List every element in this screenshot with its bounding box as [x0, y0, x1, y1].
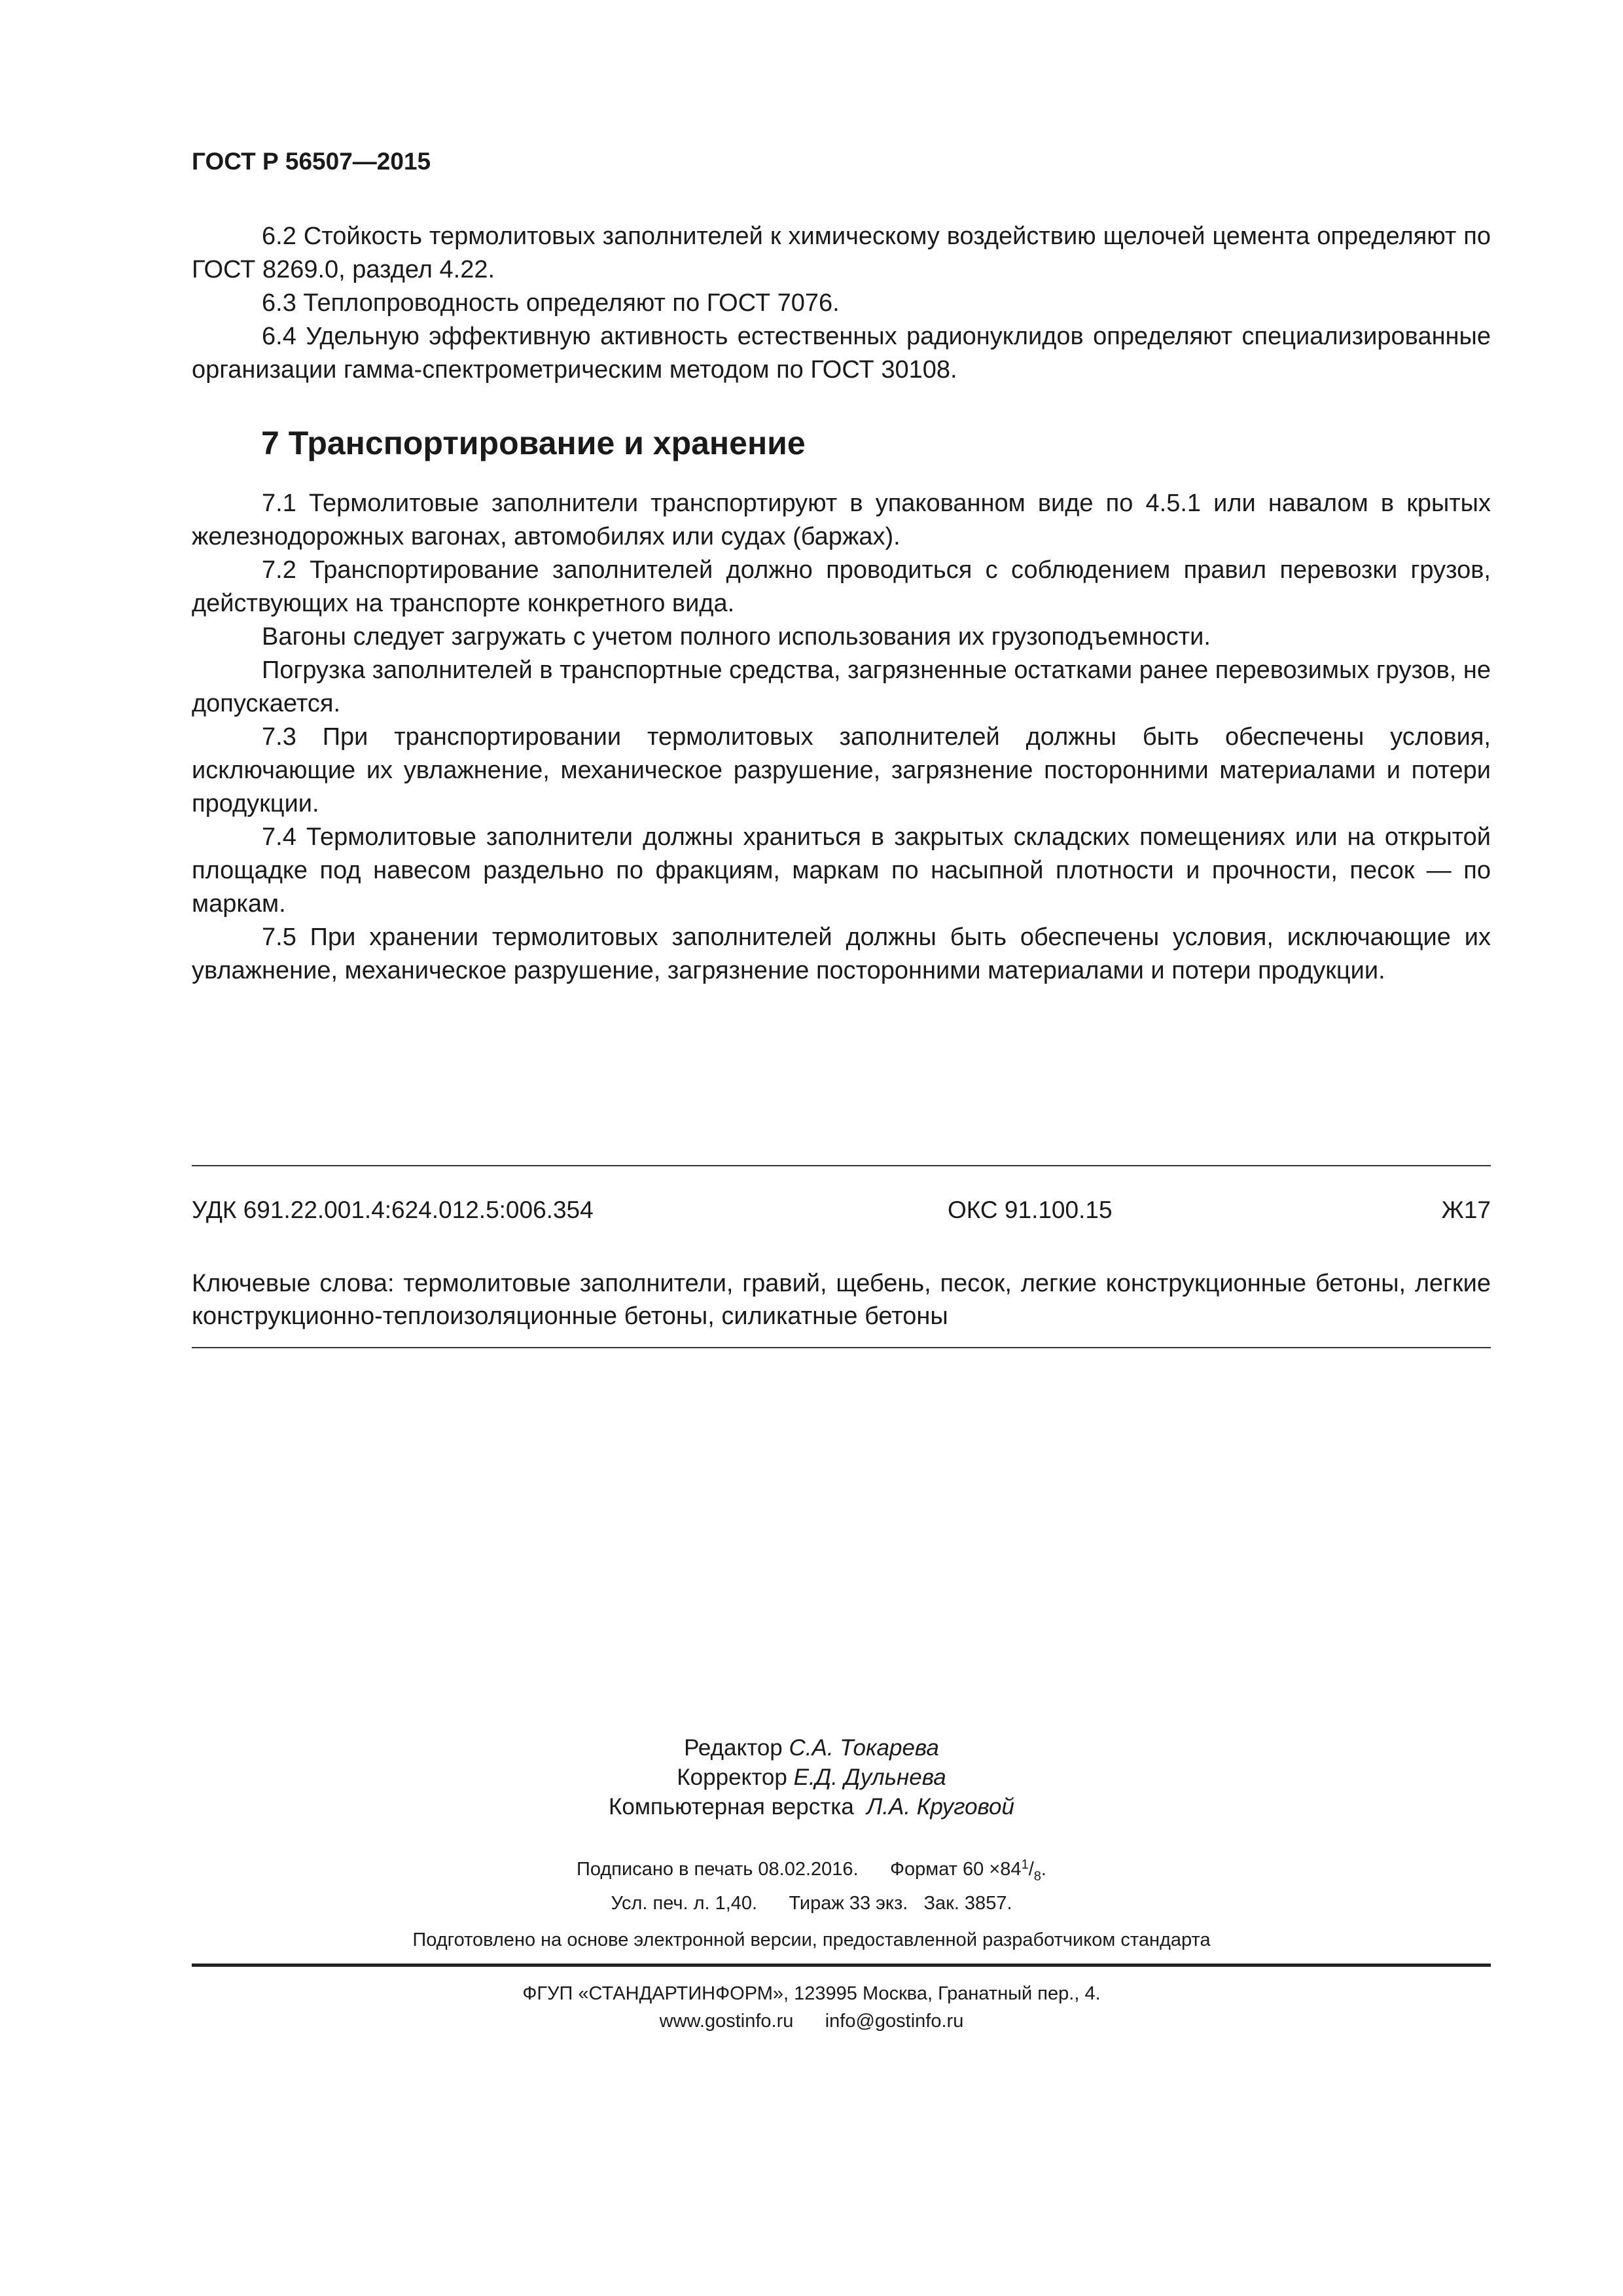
section-7-body	[192, 487, 1491, 988]
paragraph-7-4: 7.4 Термолитовые заполнители должны храниться в закрытых складских помещениях или на открытой площадке под навесом раздельно по фракциям, маркам по насыпной плотности и прочности, песок — по маркам.	[192, 823, 1491, 918]
corrector-role: Корректор	[677, 1765, 787, 1790]
divider-top	[192, 1165, 1491, 1166]
section-6-body	[192, 220, 1491, 387]
oks-code: ОКС 91.100.15	[948, 1196, 1113, 1223]
publisher-divider	[192, 1964, 1491, 1967]
document-header: ГОСТ Р 56507—2015	[192, 148, 431, 175]
paragraph-6-4: 6.4 Удельную эффективную активность естественных радионуклидов определяют специализированные организации гамма-спектрометрическим методом по ГОСТ 30108.	[192, 323, 1491, 384]
classification-code: Ж17	[1441, 1196, 1491, 1223]
keywords: Ключевые слова: термолитовые заполнители, гравий, щебень, песок, легкие конструкционные бетоны, легкие конструкционно-теплоизоляционные бетоны, силикатные бетоны	[192, 1270, 1491, 1330]
publisher-name: ФГУП «СТАНДАРТИНФОРМ», 123995 Москва, Гранатный пер., 4.	[522, 1983, 1101, 2004]
paragraph-loading: Погрузка заполнителей в транспортные средства, загрязненные остатками ранее перевозимых грузов, не допускается.	[192, 656, 1491, 717]
layout-name: Л.А. Круговой	[866, 1794, 1014, 1820]
corrector-name: Е.Д. Дульнева	[793, 1765, 946, 1790]
paragraph-7-3: 7.3 При транспортировании термолитовых заполнителей должны быть обеспечены условия, исключающие их увлажнение, механическое разрушение, загрязнение посторонними материалами и потери продукции.	[192, 723, 1491, 817]
editor-role: Редактор	[684, 1735, 783, 1761]
editor-line	[0, 1733, 1623, 1763]
print-info-line-1	[0, 1857, 1623, 1884]
divider-bottom	[192, 1347, 1491, 1348]
print-info-line-2	[0, 1893, 1623, 1914]
publisher-contacts	[0, 2011, 1623, 2032]
paragraph-7-2: 7.2 Транспортирование заполнителей должно проводиться с соблюдением правил перевозки грузов, действующих на транспорте конкретного вида.	[192, 556, 1491, 617]
signed-date: Подписано в печать 08.02.2016.	[577, 1859, 859, 1880]
print-order: Зак. 3857.	[923, 1893, 1012, 1914]
print-format: Формат $60 \times 84^1/_8$.	[889, 1857, 1046, 1884]
section-7-title: 7 Транспортирование и хранение	[261, 425, 806, 461]
paragraph-6-3: 6.3 Теплопроводность определяют по ГОСТ 7076.	[262, 289, 840, 317]
publisher-email[interactable]: info@gostinfo.ru	[825, 2011, 964, 2032]
prepared-note: Подготовлено на основе электронной версии, предоставленной разработчиком стандарта	[412, 1929, 1211, 1950]
publisher-website[interactable]: www.gostinfo.ru	[659, 2011, 794, 2032]
paragraph-7-1: 7.1 Термолитовые заполнители транспортируют в упакованном виде по 4.5.1 или навалом в крытых железнодорожных вагонах, автомобилях или судах (баржах).	[192, 490, 1491, 550]
udk-code: УДК 691.22.001.4:624.012.5:006.354	[192, 1196, 594, 1223]
paragraph-wagons: Вагоны следует загружать с учетом полного использования их грузоподъемности.	[262, 623, 1211, 651]
print-run: Тираж 33 экз.	[789, 1893, 908, 1914]
paragraph-6-2: 6.2 Стойкость термолитовых заполнителей к химическому воздействию щелочей цемента определяют по ГОСТ 8269.0, раздел 4.22.	[192, 223, 1491, 283]
layout-line	[0, 1792, 1623, 1821]
layout-role: Компьютерная верстка	[608, 1794, 854, 1820]
corrector-line	[0, 1763, 1623, 1792]
editorial-credits	[0, 1733, 1623, 1821]
editor-name: С.А. Токарева	[789, 1735, 939, 1761]
print-sheets: Усл. печ. л. 1,40.	[611, 1893, 758, 1914]
paragraph-7-5: 7.5 При хранении термолитовых заполнителей должны быть обеспечены условия, исключающие их увлажнение, механическое разрушение, загрязнение посторонними материалами и потери продукции.	[192, 924, 1491, 984]
